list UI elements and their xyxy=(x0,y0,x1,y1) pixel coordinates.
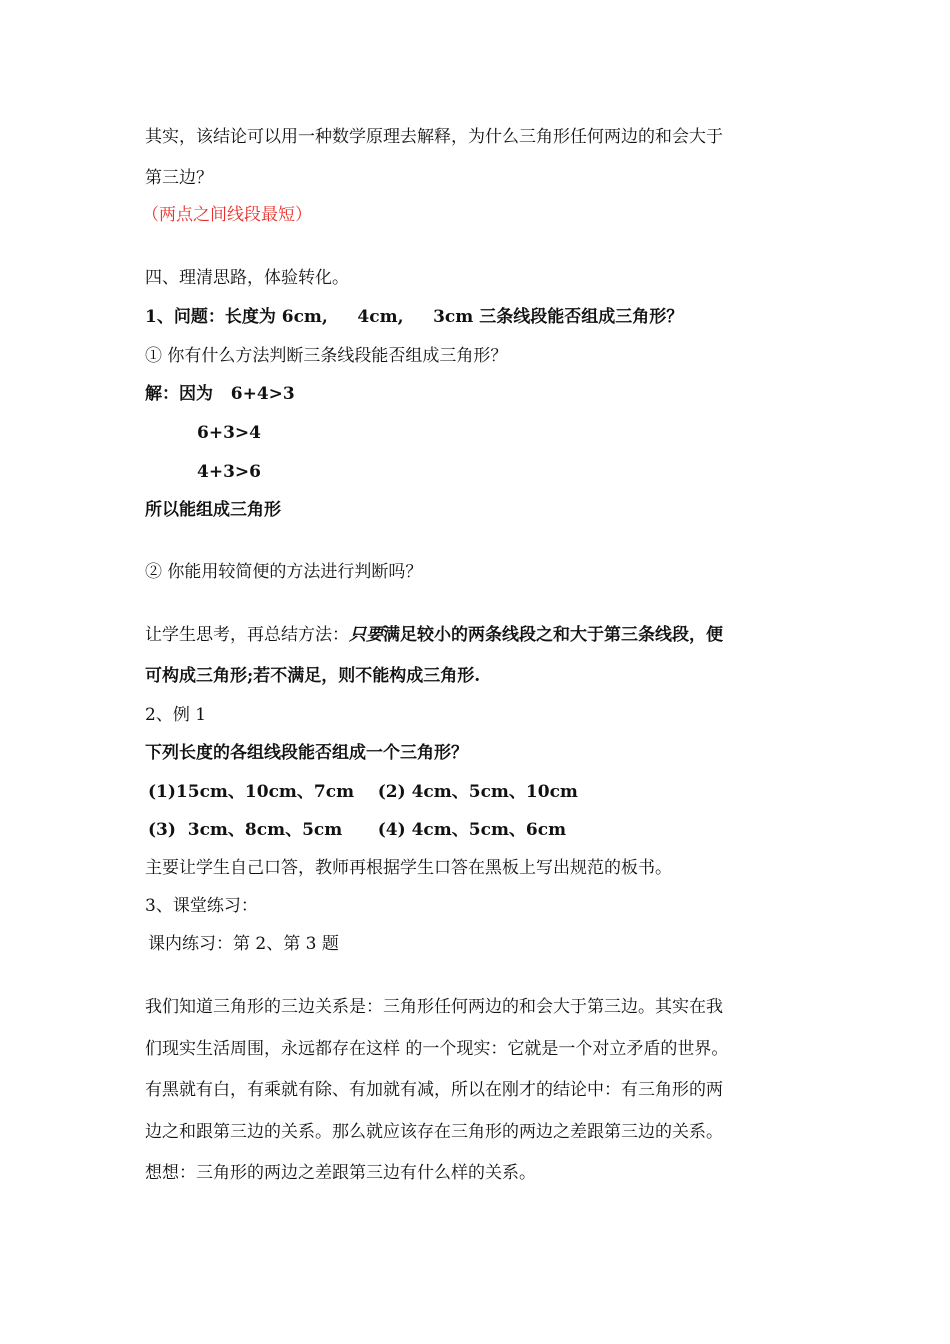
practice-title: 3、课堂练习： xyxy=(145,896,258,916)
summary-prefix: 让学生思考，再总结方法： xyxy=(145,625,349,645)
sub-question-2: ② 你能用较简便的方法进行判断吗？ xyxy=(145,562,423,582)
closing-line-5: 想想：三角形的两边之差跟第三边有什么样的关系。 xyxy=(145,1163,536,1183)
practice-content: 课内练习：第 2、第 3 题 xyxy=(148,934,339,954)
solution-line-1: 解：因为 6+4>3 xyxy=(145,384,295,404)
closing-line-2: 们现实生活周围，永远都存在这样 的一个现实：它就是一个对立矛盾的世界。 xyxy=(145,1039,729,1059)
closing-line-1: 我们知道三角形的三边关系是：三角形任何两边的和会大于第三边。其实在我 xyxy=(145,997,723,1017)
summary-rule: 满足较小的两条线段之和大于第三条线段，便 xyxy=(383,625,723,645)
closing-line-4: 边之和跟第三边的关系。那么就应该存在三角形的两边之差跟第三边的关系。 xyxy=(145,1122,723,1142)
question-1: 1、问题：长度为 6cm, 4cm, 3cm 三条线段能否组成三角形？ xyxy=(145,307,684,327)
example-row-2: (3) 3cm、8cm、5cm (4) 4cm、5cm、6cm xyxy=(148,820,567,840)
summary-emphasis: 只要 xyxy=(349,625,383,645)
example-question: 下列长度的各组线段能否组成一个三角形？ xyxy=(145,743,468,763)
closing-line-3: 有黑就有白，有乘就有除、有加就有减，所以在刚才的结论中：有三角形的两 xyxy=(145,1080,723,1100)
paragraph-1-line-1: 其实，该结论可以用一种数学原理去解释，为什么三角形任何两边的和会大于 xyxy=(145,127,723,147)
example-title: 2、例 1 xyxy=(145,705,207,725)
example-note: 主要让学生自己口答，教师再根据学生口答在黑板上写出规范的板书。 xyxy=(145,858,672,878)
example-row-1: (1)15cm、10cm、7cm (2) 4cm、5cm、10cm xyxy=(148,782,578,802)
answer-text: （两点之间线段最短） xyxy=(142,205,312,225)
sub-question-1: ① 你有什么方法判断三条线段能否组成三角形？ xyxy=(145,346,508,366)
summary-line-1 xyxy=(145,623,723,647)
summary-line-2: 可构成三角形;若不满足，则不能构成三角形. xyxy=(145,666,481,686)
solution-line-2: 6+3>4 xyxy=(197,423,261,443)
solution-line-3: 4+3>6 xyxy=(197,462,261,482)
paragraph-1-line-2: 第三边？ xyxy=(145,168,213,188)
section-4-title: 四、理清思路，体验转化。 xyxy=(145,268,349,288)
solution-conclusion: 所以能组成三角形 xyxy=(145,500,281,520)
